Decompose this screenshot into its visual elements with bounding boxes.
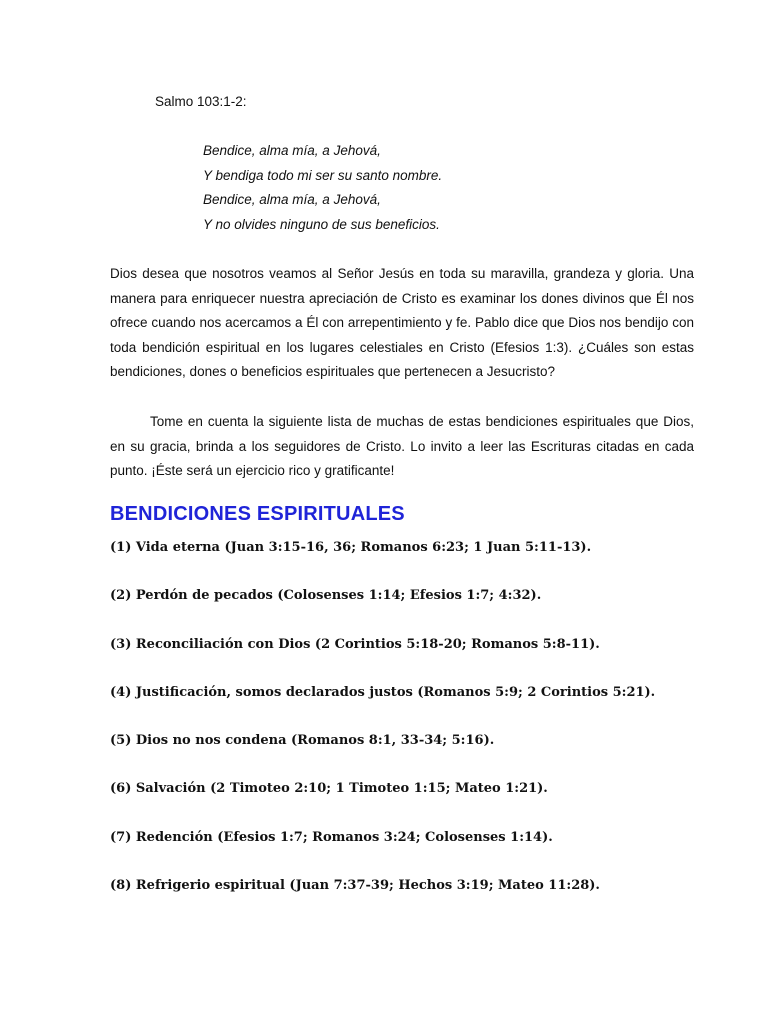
scripture-reference: Salmo 103:1-2: — [155, 94, 247, 109]
intro-paragraph: Dios desea que nosotros veamos al Señor Jesús en toda su maravilla, grandeza y gloria. Una manera para enriquecer nuestra apreciación de Cristo es examinar los dones divinos que Él nos ofrece cuando nos acercamos a Él con arrepentimiento y fe. Pablo dice que Dios nos bendijo con toda bendición espiritual en los lugares celestiales en Cristo (Efesios 1:3). ¿Cuáles son estas bendiciones, dones o beneficios espirituales que pertenecen a Jesucristo? — [110, 266, 694, 379]
verse-line: Y bendiga todo mi ser su santo nombre. — [203, 167, 443, 183]
blessing-item: (1) Vida eterna (Juan 3:15-16, 36; Romanos 6:23; 1 Juan 5:11-13). — [110, 540, 592, 555]
verse-line: Y no olvides ninguno de sus beneficios. — [203, 216, 440, 232]
blessing-item: (4) Justificación, somos declarados justos (Romanos 5:9; 2 Corintios 5:21). — [110, 684, 656, 700]
verse-line: Bendice, alma mía, a Jehová, — [203, 192, 381, 207]
blessing-item: (5) Dios no nos condena (Romanos 8:1, 33-34; 5:16). — [110, 733, 495, 749]
verse-line: Bendice, alma mía, a Jehová, — [203, 143, 381, 158]
blessing-item: (7) Redención (Efesios 1:7; Romanos 3:24; Colosenses 1:14). — [110, 829, 553, 845]
blessing-item: (2) Perdón de pecados (Colosenses 1:14; Efesios 1:7; 4:32). — [110, 588, 542, 604]
blessing-item: (3) Reconciliación con Dios (2 Corintios 5:18-20; Romanos 5:8-11). — [110, 636, 600, 652]
invitation-paragraph: Tome en cuenta la siguiente lista de muchas de estas bendiciones espirituales que Dios, en su gracia, brinda a los seguidores de Cristo. Lo invito a leer las Escrituras citadas en cada punto. ¡Éste será un ejercicio rico y gratificante! — [110, 414, 694, 478]
blessing-item: (6) Salvación (2 Timoteo 2:10; 1 Timoteo 1:15; Mateo 1:21). — [110, 781, 548, 797]
blessing-item: (8) Refrigerio espiritual (Juan 7:37-39; Hechos 3:19; Mateo 11:28). — [110, 878, 600, 894]
blessings-list — [110, 537, 655, 923]
section-heading: BENDICIONES ESPIRITUALES — [110, 503, 405, 525]
psalm-verse-block — [203, 141, 442, 239]
